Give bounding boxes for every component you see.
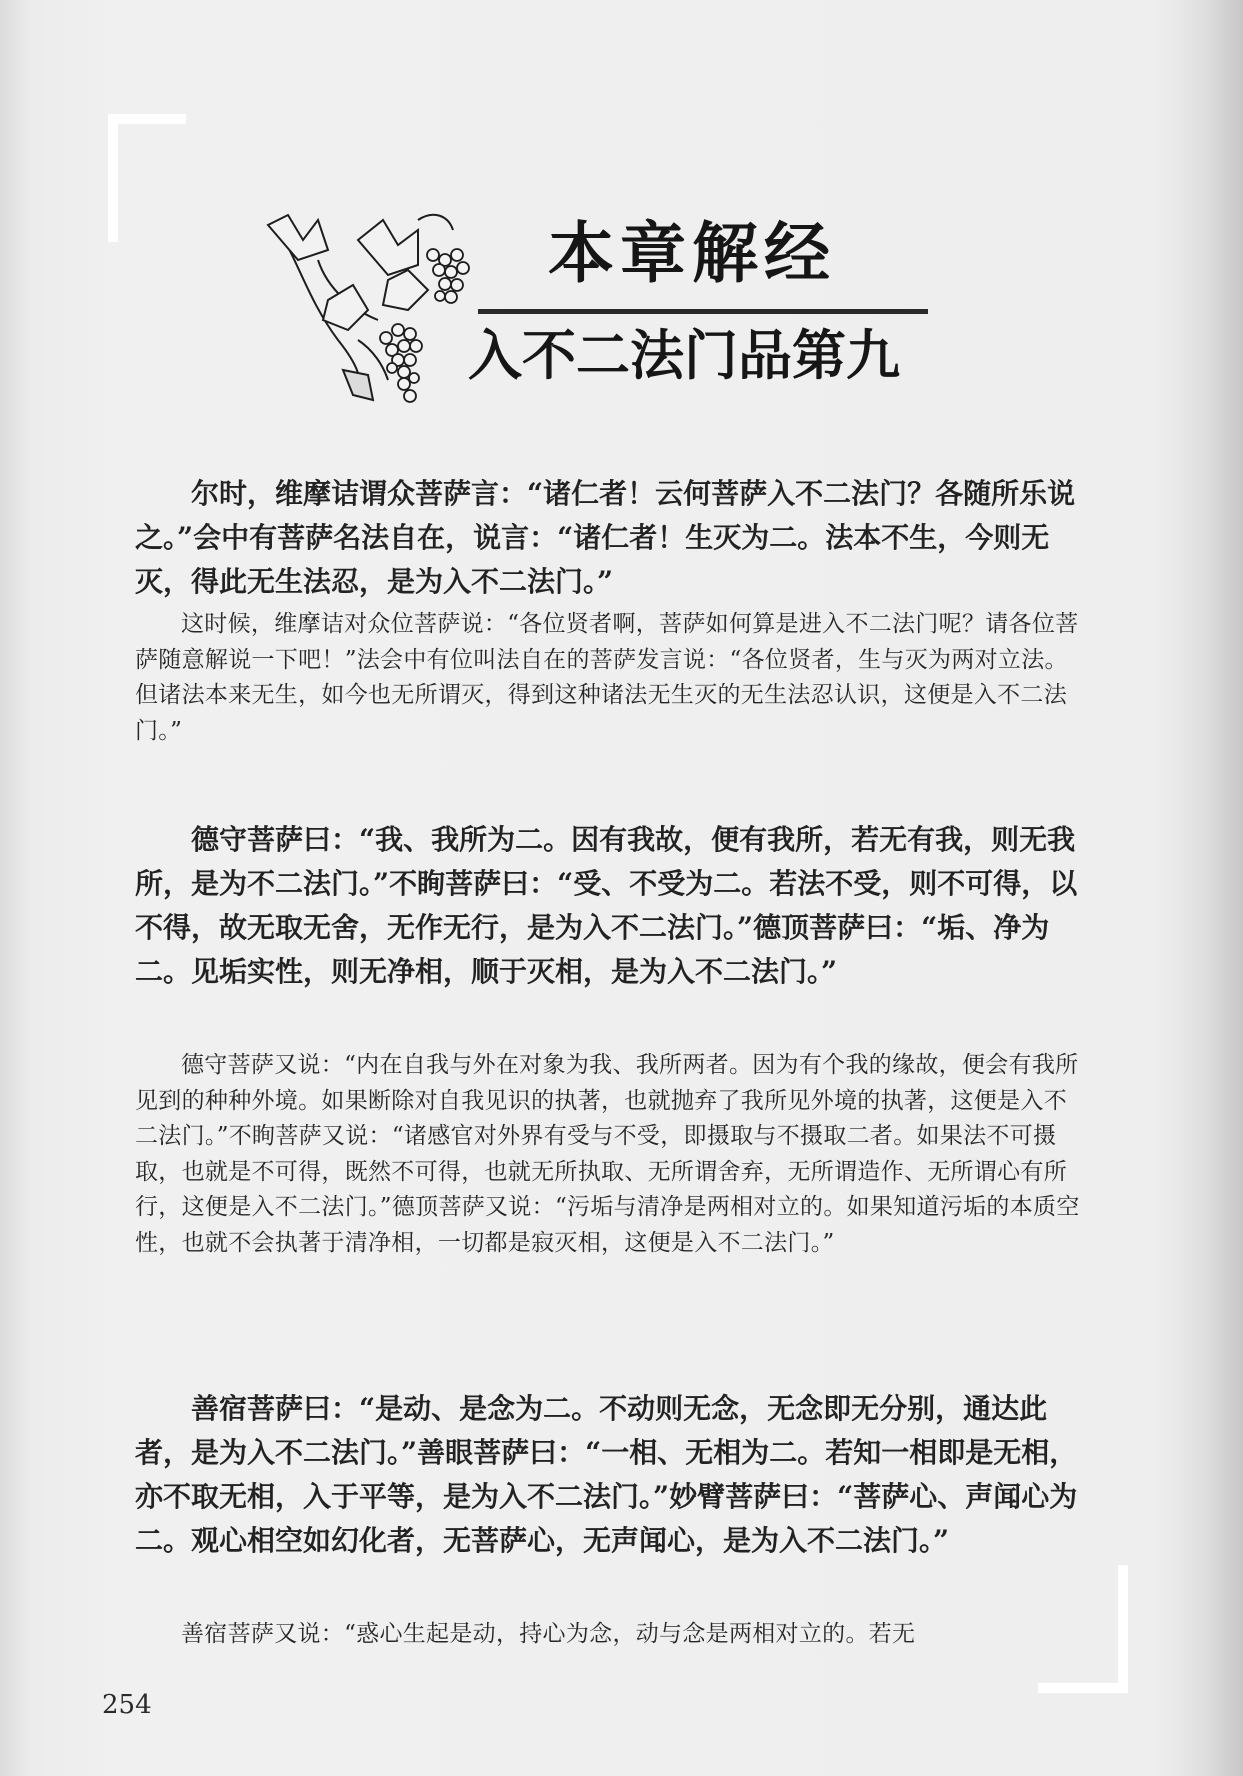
translation-paragraph: 这时候，维摩诘对众位菩萨说：“各位贤者啊，菩萨如何算是进入不二法门呢？请各位菩萨随意解说一下吧！”法会中有位叫法自在的菩萨发言说：“各位贤者，生与灭为两对立法。但诸法本来无生，如今也无所谓灭，得到这种诸法无生灭的无生法忍认识，这便是入不二法门。” [135,611,1079,744]
sutra-original-paragraph: 善宿菩萨曰：“是动、是念为二。不动则无念，无念即无分别，通达此者，是为入不二法门。”善眼菩萨曰：“一相、无相为二。若知一相即是无相，亦不取无相，入于平等，是为入不二法门。”妙臂菩萨曰：“菩萨心、声闻心为二。观心相空如幻化者，无菩萨心，无声闻心，是为入不二法门。” [135,1392,1078,1557]
grapevine-ornament-icon [258,200,498,410]
gutter-shadow [1153,0,1243,1776]
sutra-original-paragraph: 尔时，维摩诘谓众菩萨言：“诸仁者！云何菩萨入不二法门？各随所乐说之。”会中有菩萨名法自在，说言：“诸仁者！生灭为二。法本不生，今则无灭，得此无生法忍，是为入不二法门。” [135,477,1076,598]
page-number: 254 [102,1690,152,1720]
translation-paragraph: 德守菩萨又说：“内在自我与外在对象为我、我所两者。因为有个我的缘故，便会有我所见到的种种外境。如果断除对自我见识的执著，也就抛弃了我所见外境的执著，这便是入不二法门。”不眴菩萨又说：“诸感官对外界有受与不受，即摄取与不摄取二者。如果法不可摄取，也就是不可得，既然不可得，也就无所执取、无所谓舍弃，无所谓造作、无所谓心有所行，这便是入不二法门。”德顶菩萨又说：“污垢与清净是两相对立的。如果知道污垢的本质空性，也就不会执著于清净相，一切都是寂灭相，这便是入不二法门。” [135,1052,1080,1256]
title-divider [478,309,928,314]
sutra-original-paragraph: 德守菩萨曰：“我、我所为二。因有我故，便有我所，若无有我，则无我所，是为不二法门。”不眴菩萨曰：“受、不受为二。若法不受，则不可得，以不得，故无取无舍，无作无行，是为入不二法门。”德顶菩萨曰：“垢、净为二。见垢实性，则无净相，顺于灭相，是为入不二法门。” [135,823,1078,988]
corner-bracket-top-left [108,114,186,242]
chapter-title: 入不二法门品第九 [468,324,900,387]
chapter-label: 本章解经 [548,215,836,292]
translation-paragraph: 善宿菩萨又说：“惑心生起是动，持心为念，动与念是两相对立的。若无 [181,1621,916,1647]
